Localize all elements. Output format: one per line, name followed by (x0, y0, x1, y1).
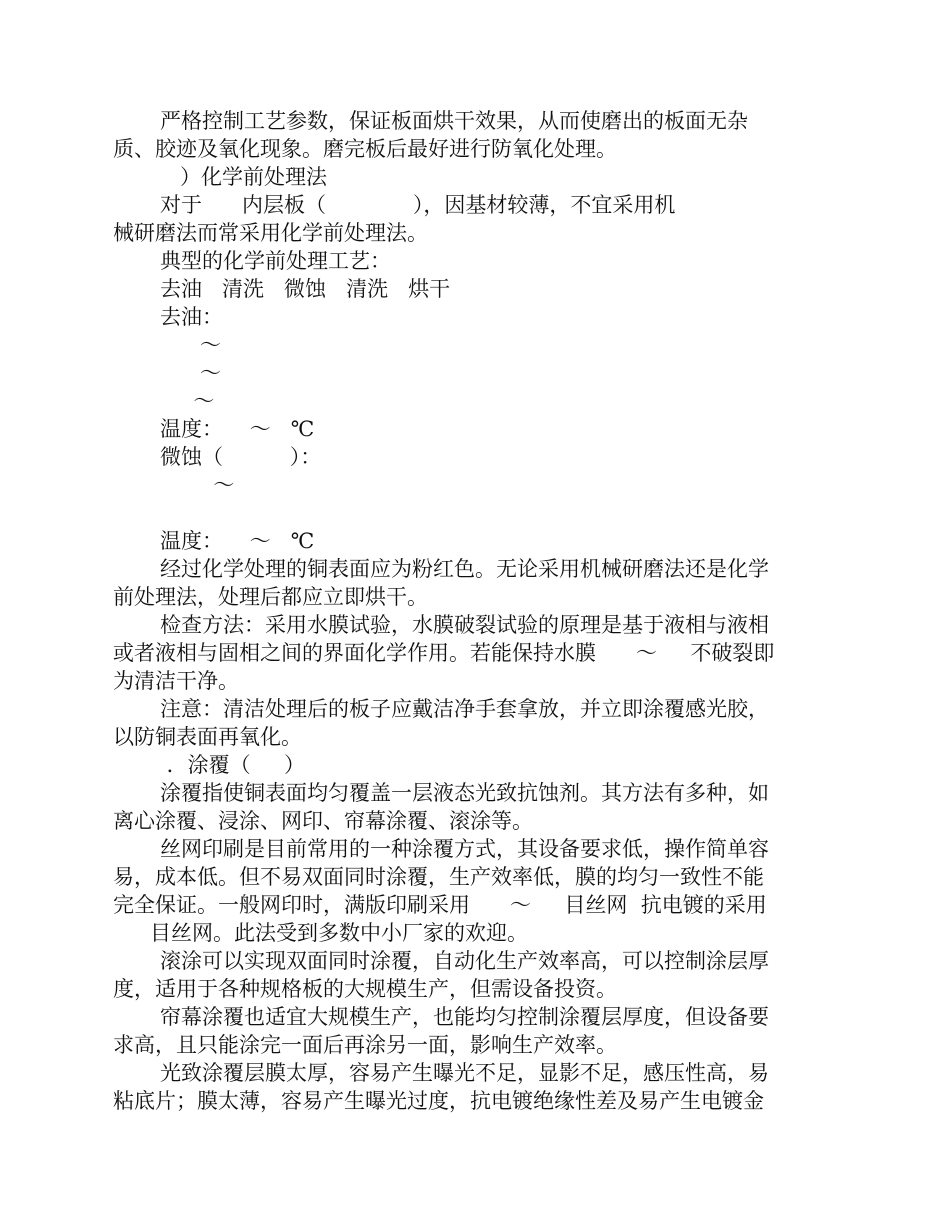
text-line: 滚涂可以实现双面同时涂覆，自动化生产效率高，可以控制涂层厚 (160, 949, 769, 973)
text-line: ～ (160, 361, 222, 385)
text-line: 目丝网。此法受到多数中小厂家的欢迎。 (150, 921, 528, 945)
text-line: 对于 内层板（ ），因基材较薄，不宜采用机 (160, 193, 676, 217)
text-line: 离心涂覆、浸涂、网印、帘幕涂覆、滚涂等。 (113, 809, 533, 833)
text-line: 求高，且只能涂完一面后再涂另一面，影响生产效率。 (113, 1033, 617, 1057)
text-line: 典型的化学前处理工艺： (160, 249, 391, 273)
text-line: 质、胶迹及氧化现象。磨完板后最好进行防氧化处理。 (113, 137, 617, 161)
text-line: 经过化学处理的铜表面应为粉红色。无论采用机械研磨法还是化学 (160, 557, 769, 581)
text-line: 温度： ～ ℃ (160, 417, 315, 441)
text-line: 以防铜表面再氧化。 (113, 725, 302, 749)
text-line: 械研磨法而常采用化学前处理法。 (113, 221, 428, 245)
text-line: 涂覆指使铜表面均匀覆盖一层液态光致抗蚀剂。其方法有多种，如 (160, 781, 769, 805)
text-line: ．涂覆（ ） (160, 753, 306, 777)
text-line: ）化学前处理法 (160, 165, 328, 189)
text-line: 光致涂覆层膜太厚，容易产生曝光不足，显影不足，感压性高，易 (160, 1061, 769, 1085)
text-line: 检查方法：采用水膜试验，水膜破裂试验的原理是基于液相与液相 (160, 613, 769, 637)
text-line: 或者液相与固相之间的界面化学作用。若能保持水膜 ～ 不破裂即 (113, 641, 775, 665)
text-line: ～ (160, 333, 222, 357)
text-line: 注意：清洁处理后的板子应戴洁净手套拿放，并立即涂覆感光胶， (160, 697, 769, 721)
text-line: 温度： ～ ℃ (160, 529, 315, 553)
text-line: 前处理法，处理后都应立即烘干。 (113, 585, 428, 609)
text-line: 微蚀（ ）： (160, 445, 322, 469)
text-line: 去油 清洗 微蚀 清洗 烘干 (160, 277, 451, 301)
text-line: 帘幕涂覆也适宜大规模生产，也能均匀控制涂覆层厚度，但设备要 (160, 1005, 769, 1029)
text-line: 丝网印刷是目前常用的一种涂覆方式，其设备要求低，操作简单容 (160, 837, 769, 861)
text-line: 度，适用于各种规格板的大规模生产，但需设备投资。 (113, 977, 617, 1001)
text-line: 粘底片；膜太薄，容易产生曝光过度，抗电镀绝缘性差及易产生电镀金 (113, 1089, 764, 1113)
text-line: 去油： (160, 305, 223, 329)
text-line: ～ (160, 389, 215, 413)
text-line: ～ (160, 473, 235, 497)
text-line: 为清洁干净。 (113, 669, 239, 693)
text-line: 严格控制工艺参数，保证板面烘干效果，从而使磨出的板面无杂 (160, 109, 748, 133)
text-line: 完全保证。一般网印时，满版印刷采用 ～ 目丝网 抗电镀的采用 (113, 893, 767, 917)
text-line: 易，成本低。但不易双面同时涂覆，生产效率低，膜的均匀一致性不能 (113, 865, 764, 889)
